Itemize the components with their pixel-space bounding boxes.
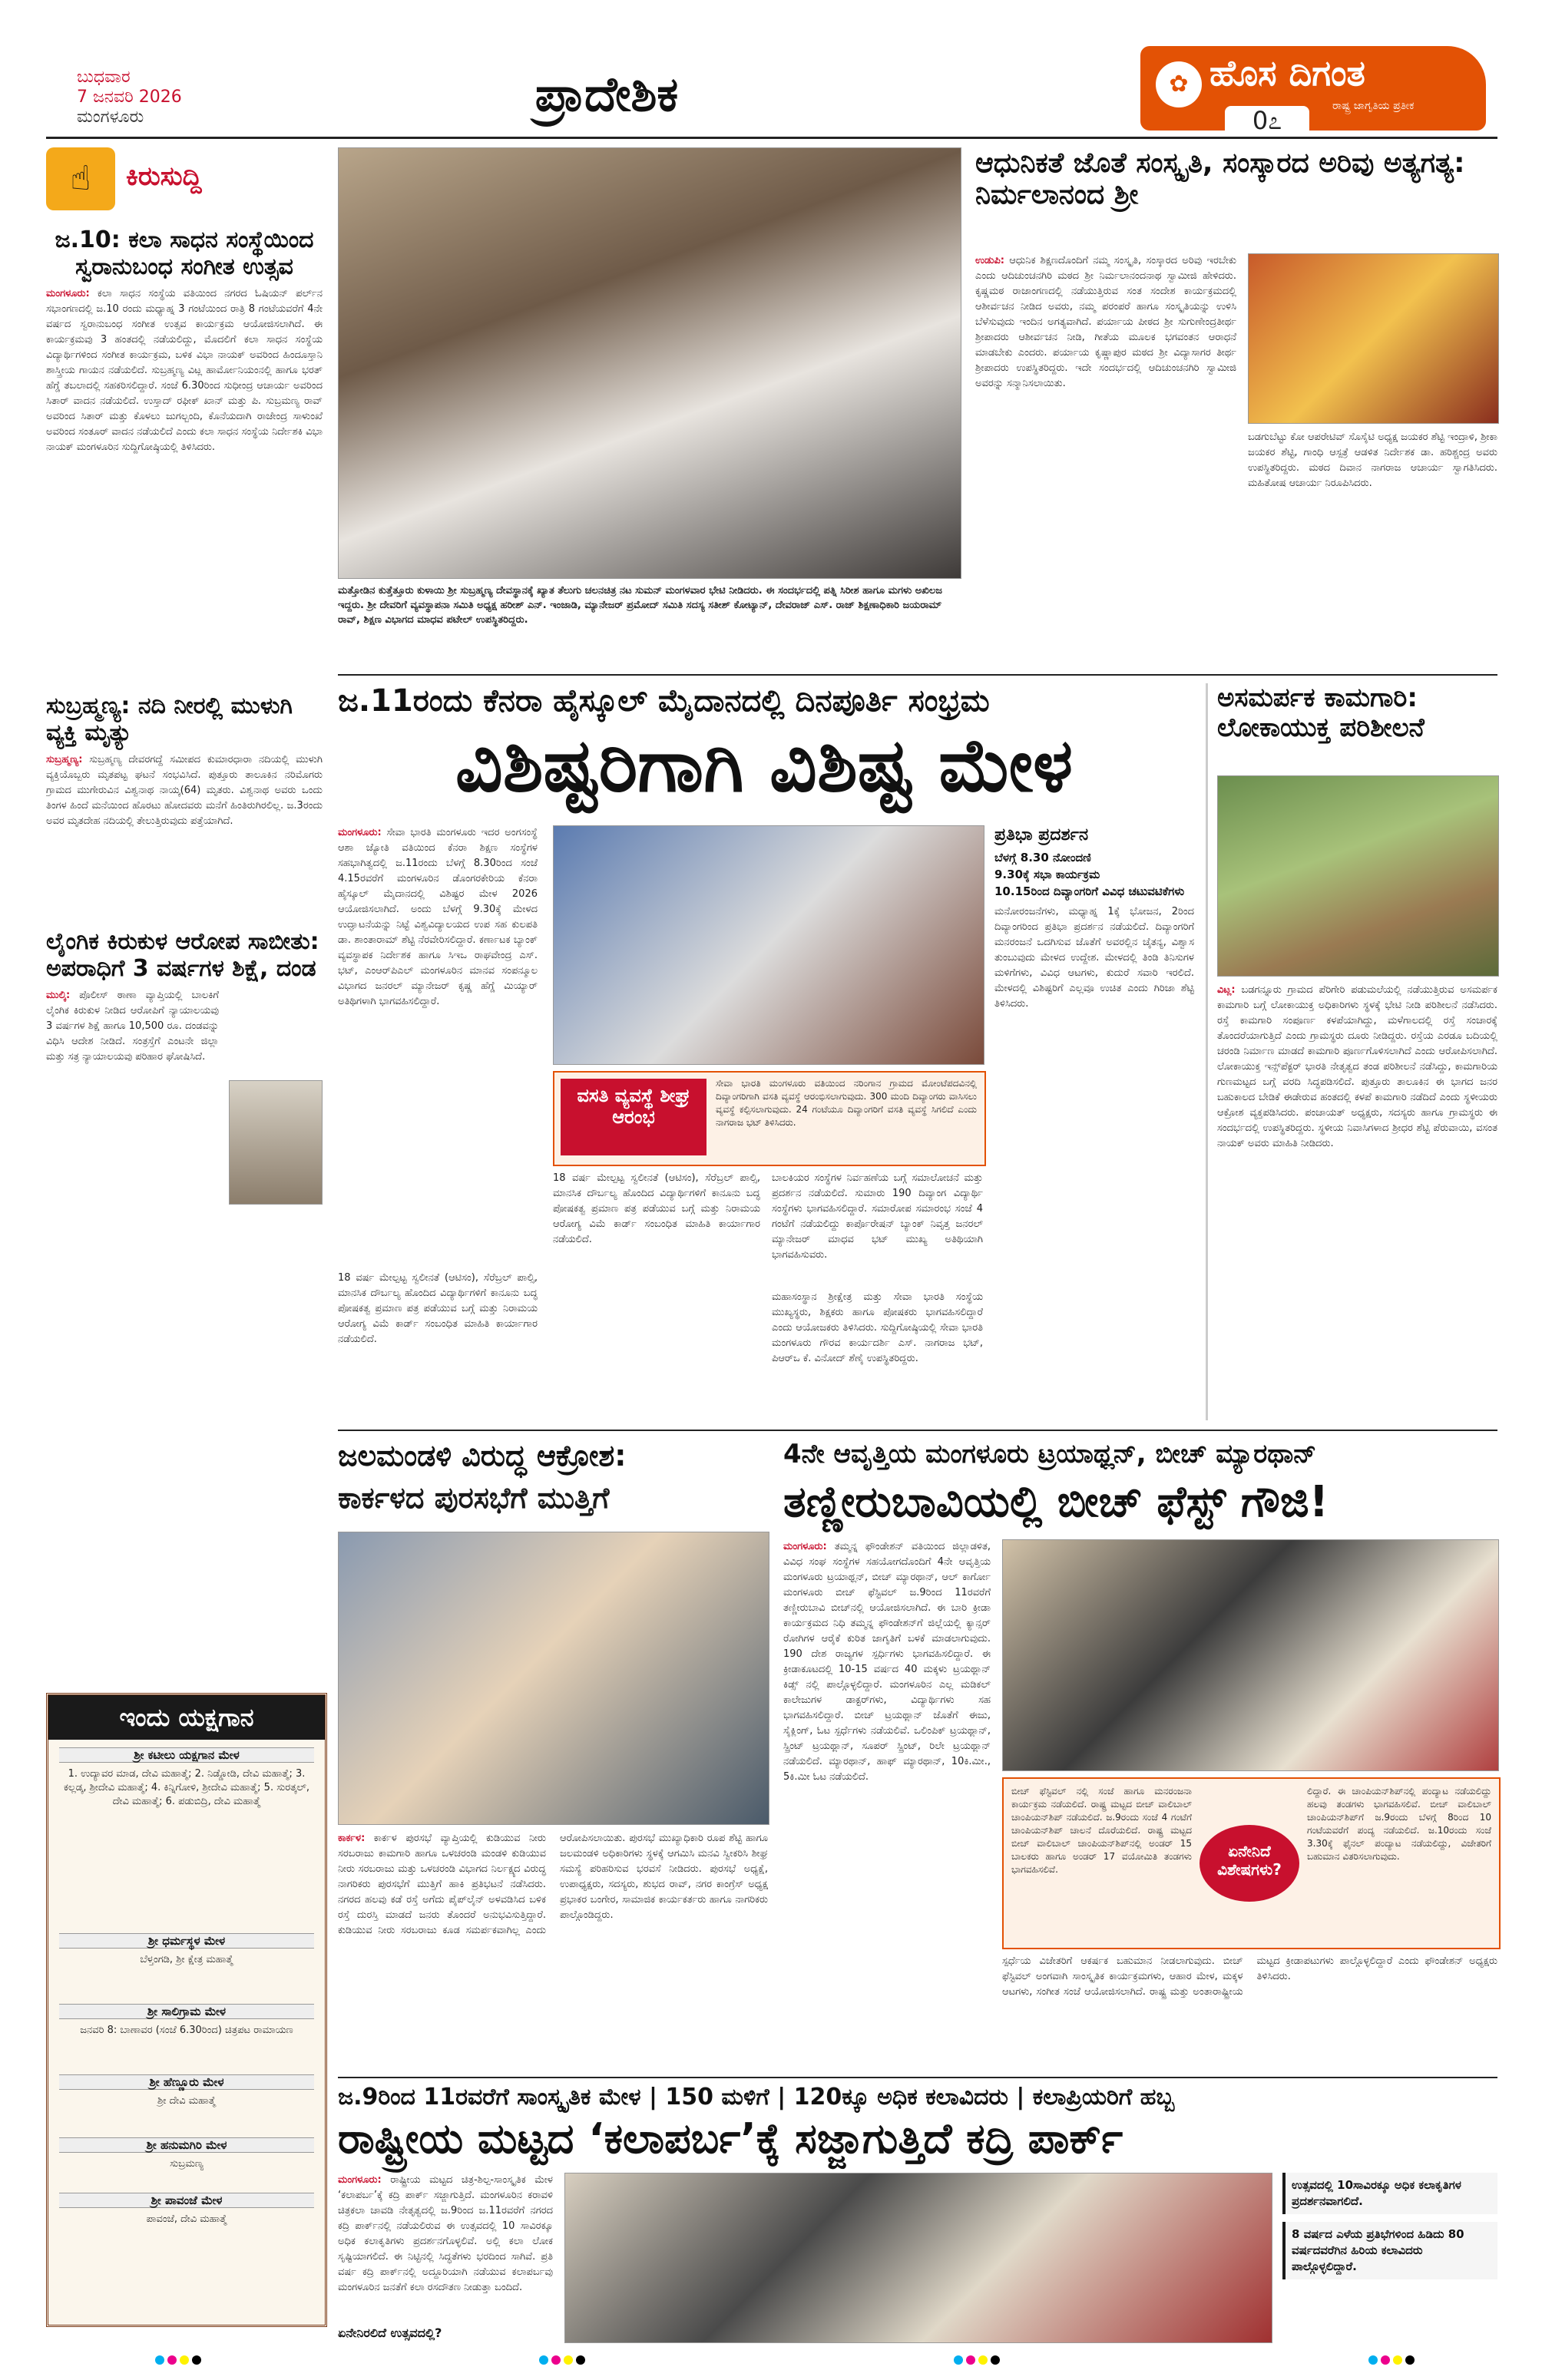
brief-1-body bbox=[46, 286, 323, 686]
nirmalananda-dateline: ಉಡುಪಿ: bbox=[975, 255, 1004, 266]
brief-2-headline: ಸುಬ್ರಹ್ಮಣ್ಯ: ನದಿ ನೀರಲ್ಲಿ ಮುಳುಗಿ ವ್ಯಕ್ತಿ ಮೃತ್ಯು bbox=[46, 693, 293, 746]
lokayukta-dateline: ವಿಟ್ಲ: bbox=[1217, 984, 1236, 996]
brief-1-headline: ಜ.10: ಕಲಾ ಸಾಧನ ಸಂಸ್ಥೆಯಿಂದ ಸ್ವರಾನುಬಂಧ ಸಂಗೀತ ಉತ್ಸವ bbox=[55, 226, 314, 280]
troupe-2-venue: ಬೆಳ್ತಂಗಡಿ, ಶ್ರೀ ಕ್ಷೇತ್ರ ಮಹಾತ್ಮೆ bbox=[140, 1954, 233, 1965]
registration-dots-4 bbox=[1367, 2353, 1416, 2368]
masthead-rule bbox=[46, 137, 1497, 139]
jalamandali-text: ಕಾರ್ಕಳ ಪುರಸಭೆ ವ್ಯಾಪ್ತಿಯಲ್ಲಿ ಕುಡಿಯುವ ನೀರು ಸರಬರಾಜು ಕಾಮಗಾರಿ ಹಾಗೂ ಒಳಚರಂಡಿ ಮಂಡಳಿ ಕುಡಿಯುವ ನೀರು ಸರಬರಾಜು ಮತ್ತು ಒಳಚರಂಡಿ ವಿಭಾಗದ ನಿರ್ಲಕ್ಷ್ಯದ ವಿರುದ್ಧ ನಾಗರಿಕರು ಪುರಸಭೆಗೆ ಮುತ್ತಿಗೆ ಹಾಕಿ ಪ್ರತಿಭಟನೆ ನಡೆಸಿದರು. ನಗರದ ಹಲವು ಕಡೆ ರಸ್ತೆ ಅಗೆದು ಪೈಪ್‌ಲೈನ್ ಅಳವಡಿಸಿದ ಬಳಿಕ ರಸ್ತೆ ದುರಸ್ತಿ ಮಾಡದೆ ಜನರು ತೊಂದರೆ ಅನುಭವಿಸುತ್ತಿದ್ದಾರೆ. ಕುಡಿಯುವ ನೀರು ಸರಬರಾಜು ಕೂಡ ಸಮರ್ಪಕವಾಗಿಲ್ಲ ಎಂದು ಆರೋಪಿಸಲಾಯಿತು. ಪುರಸಭೆ ಮುಖ್ಯಾಧಿಕಾರಿ ರೂಪ ಶೆಟ್ಟಿ ಹಾಗೂ ಜಲಮಂಡಳಿ ಅಧಿಕಾರಿಗಳು ಸ್ಥಳಕ್ಕೆ ಆಗಮಿಸಿ ಮನವಿ ಸ್ವೀಕರಿಸಿ ಶೀಘ್ರ ಸಮಸ್ಯೆ ಪರಿಹರಿಸುವ ಭರವಸೆ ನೀಡಿದರು. ಪುರಸಭೆ ಅಧ್ಯಕ್ಷೆ, ಉಪಾಧ್ಯಕ್ಷರು, ಸದಸ್ಯರು, ಶುಭದ ರಾವ್, ನಗರ ಕಾಂಗ್ರೆಸ್ ಅಧ್ಯಕ್ಷ ಪ್ರಭಾಕರ ಬಂಗೇರ, ಸಾಮಾಜಿಕ ಕಾರ್ಯಕರ್ತರು ಹಾಗೂ ನಾಗರಿಕರು ಪಾಲ್ಗೊಂಡಿದ್ದರು. bbox=[338, 1833, 768, 1936]
nirmalananda-photo bbox=[1248, 253, 1499, 424]
masthead-city: ಮಂಗಳೂರು bbox=[77, 107, 144, 127]
kalaparva-dateline: ಮಂಗಳೂರು: bbox=[338, 2174, 382, 2186]
troupe-1-venue: 1. ಉದ್ಯಾವರ ಮಾಡ, ದೇವಿ ಮಹಾತ್ಮೆ; 2. ನಿಡ್ಡೋಡಿ, ದೇವಿ ಮಹಾತ್ಮೆ; 3. ಕಲ್ಲಡ್ಕ, ಶ್ರೀದೇವಿ ಮಹಾತ್ಮೆ; 4. ಕಿನ್ನಿಗೋಳಿ, ಶ್ರೀದೇವಿ ಮಹಾತ್ಮೆ; 5. ಸುರತ್ಕಲ್, ದೇವಿ ಮಹಾತ್ಮೆ; 6. ಪಡುಬಿದ್ರಿ, ದೇವಿ ಮಹಾತ್ಮೆ bbox=[63, 1768, 310, 1807]
nirmalananda-body bbox=[975, 253, 1236, 668]
suman-visit-caption: ಮತ್ತೋಡಿನ ಕುತ್ತೆತ್ತೂರು ಕುಳಾಯಿ ಶ್ರೀ ಸುಬ್ರಹ್ಮಣ್ಯ ದೇವಸ್ಥಾನಕ್ಕೆ ಖ್ಯಾತ ತೆಲುಗು ಚಲನಚಿತ್ರ ನಟ ಸುಮನ್ ಮಂಗಳವಾರ ಭೇಟಿ ನೀಡಿದರು. ಈ ಸಂದರ್ಭದಲ್ಲಿ ಪತ್ನಿ ಸಿರೀಶ ಹಾಗೂ ಮಗಳು ಅಖಿಲಜ ಇದ್ದರು. ಶ್ರೀ ದೇವರಿಗೆ ವ್ಯವಸ್ಥಾಪನಾ ಸಮಿತಿ ಅಧ್ಯಕ್ಷ ಹರೀಶ್ ಎನ್. ಇಂಜಾಡಿ, ಮ್ಯಾನೇಜರ್ ಪ್ರಮೋದ್ ಸಮಿತಿ ಸದಸ್ಯ ಸತೀಶ್ ಕೋಟ್ಯಾನ್, ದೇವರಾಜ್ ಎಸ್. ರಾಜ್ ಶಿಕ್ಷಣಾಧಿಕಾರಿ ಜಯರಾಮ್ ರಾವ್, ಶಿಕ್ಷಣ ವಿಭಾಗದ ಮಾಧವ ಪಟೇಲ್ ಉಪಸ್ಥಿತರಿದ್ದರು. bbox=[338, 585, 943, 626]
logo-emblem-icon: ✿ bbox=[1156, 61, 1202, 107]
brief-3-wrap bbox=[46, 988, 323, 1418]
kalaparva-highlights bbox=[1282, 2173, 1497, 2342]
brief-1-text: ಕಲಾ ಸಾಧನ ಸಂಸ್ಥೆಯ ವತಿಯಿಂದ ನಗರದ ಓಷಿಯನ್ ಪರ್ಲ್‌ನ ಸಭಾಂಗಣದಲ್ಲಿ ಜ.10 ರಂದು ಮಧ್ಯಾಹ್ನ 3 ಗಂಟೆಯಿಂದ ರಾತ್ರಿ 8 ಗಂಟೆಯವರೆಗೆ 4ನೇ ವರ್ಷದ ಸ್ವರಾನುಬಂಧ ಸಂಗೀತ ಉತ್ಸವ ಕಾರ್ಯಕ್ರಮ ಆಯೋಜಿಸಲಾಗಿದೆ. ಈ ಕಾರ್ಯಕ್ರಮವು 3 ಹಂತದಲ್ಲಿ ನಡೆಯಲಿದ್ದು, ಮೊದಲಿಗೆ ಕಲಾ ಸಾಧನ ಸಂಸ್ಥೆಯ ವಿದ್ಯಾರ್ಥಿಗಳಿಂದ ಸಂಗೀತ ಕಾರ್ಯಕ್ರಮ, ಬಳಿಕ ವಿಭಾ ನಾಯಕ್ ಅವರಿಂದ ಹಿಂದೂಸ್ತಾನಿ ಶಾಸ್ತ್ರೀಯ ಗಾಯನ ನಡೆಯಲಿದೆ. ಸುಬ್ರಹ್ಮಣ್ಯ ವಿಟ್ಲ ಹಾರ್ಮೋನಿಯಂನಲ್ಲಿ ಹಾಗೂ ಭರತ್ ಹೆಗ್ಡೆ ತಬಲಾದಲ್ಲಿ ಸಹಕರಿಸಲಿದ್ದಾರೆ. ಸಂಜೆ 6.30ರಿಂದ ಸುಧೀಂದ್ರ ಆಚಾರ್ಯ ಅವರಿಂದ ಸಿತಾರ್ ವಾದನ ನಡೆಯಲಿದೆ. ಉಸ್ತಾದ್ ರಫೀಕ್ ಖಾನ್ ಮತ್ತು ಪಿ. ಸುಬ್ರಮಣ್ಯ ರಾವ್ ಅವರಿಂದ ಸಿತಾರ್ ಮತ್ತು ಕೊಳಲು ಜುಗಲ್ಬಂದಿ, ಕೊನೆಯದಾಗಿ ರಾಜೇಂದ್ರ ಸಾಳುಂಖೆ ಅವರಿಂದ ಸಂತೂರ್ ವಾದನ ನಡೆಯಲಿದೆ ಎಂದು ಕಲಾ ಸಾಧನ ಸಂಸ್ಥೆಯ ನಿರ್ದೇಶಕಿ ವಿಭಾ ನಾಯಕ್ ಮಂಗಳೂರಿನ ಸುದ್ದಿಗೋಷ್ಠಿಯಲ್ಲಿ ತಿಳಿಸಿದರು. bbox=[46, 288, 323, 453]
kalaparva-sub: ಏನೇನಿರಲಿದೆ ಉತ್ಸವದಲ್ಲಿ? bbox=[338, 2325, 442, 2340]
troupe-4: ಶ್ರೀ ಹೆಣ್ಣೂರು ಮೇಳ bbox=[59, 2074, 314, 2090]
kalaparva-headline: ರಾಷ್ಟ್ರೀಯ ಮಟ್ಟದ ‘ಕಲಾಪರ್ಬ’ಕ್ಕೆ ಸಜ್ಜಾಗುತ್ತಿದೆ ಕದ್ರಿ ಪಾರ್ಕ್ bbox=[338, 2114, 1123, 2163]
brief-3-text: ಪೊಲೀಸ್ ಠಾಣಾ ವ್ಯಾಪ್ತಿಯಲ್ಲಿ ಬಾಲಕಿಗೆ ಲೈಂಗಿಕ ಕಿರುಕುಳ ನೀಡಿದ ಆರೋಪಿಗೆ ನ್ಯಾಯಾಲಯವು 3 ವರ್ಷಗಳ ಶಿಕ್ಷೆ ಹಾಗೂ 10,500 ರೂ. ದಂಡವನ್ನು ವಿಧಿಸಿ ಆದೇಶ ನೀಡಿದೆ. ಸಂತ್ರಸ್ತೆಗೆ ಎಂಟನೇ ಜಿಲ್ಲಾ ಮತ್ತು ಸತ್ರ ನ್ಯಾಯಾಲಯವು ಪರಿಹಾರ ಘೋಷಿಸಿದೆ. bbox=[46, 990, 219, 1063]
jalamandali-subhead: ಕಾರ್ಕಳದ ಪುರಸಭೆಗೆ ಮುತ್ತಿಗೆ bbox=[338, 1481, 610, 1515]
beach-text: ತಮ್ಮನ್ನ ಫೌಂಡೇಶನ್ ವತಿಯಿಂದ ಜಿಲ್ಲಾಡಳಿತ, ವಿವಿಧ ಸಂಘ ಸಂಸ್ಥೆಗಳ ಸಹಯೋಗದೊಂದಿಗೆ 4ನೇ ಆವೃತ್ತಿಯ ಮಂಗಳೂರು ಟ್ರಯಾಥ್ಲನ್, ಬೀಚ್ ಮ್ಯಾರಥಾನ್, ಆಲ್ ಕಾರ್ಗೋ ಮಂಗಳೂರು ಬೀಚ್ ಫೆಸ್ಟಿವಲ್ ಜ.9ರಿಂದ 11ರವರೆಗೆ ತಣ್ಣೀರುಬಾವಿ ಬೀಚ್‌ನಲ್ಲಿ ಆಯೋಜಿಸಲಾಗಿದೆ. ಈ ಬಾರಿ ಕ್ರೀಡಾ ಕಾರ್ಯಕ್ರಮದ ನಿಧಿ ತಮ್ಮನ್ನ ಫೌಂಡೇಶನ್‌ಗೆ ಜಿಲ್ಲೆಯಲ್ಲಿ ಕ್ಯಾನ್ಸರ್ ರೋಗಿಗಳ ಆರೈಕೆ ಕುರಿತ ಜಾಗೃತಿಗೆ ಬಳಕೆ ಮಾಡಲಾಗುವುದು. 190 ದೇಶ ರಾಜ್ಯಗಳ ಸ್ಪರ್ಧಿಗಳು ಭಾಗವಹಿಸಲಿದ್ದಾರೆ. ಈ ಕ್ರೀಡಾಕೂಟದಲ್ಲಿ 10-15 ವರ್ಷದ 40 ಮಕ್ಕಳು ಟ್ರಯಥ್ಲಾನ್ ಕಿಡ್ಸ್ ನಲ್ಲಿ ಪಾಲ್ಗೊಳ್ಳಲಿದ್ದಾರೆ. ಮಂಗಳೂರಿನ ಎಲ್ಲ ಮಡಿಕಲ್ ಕಾಲೇಜುಗಳ ಡಾಕ್ಟರ್‌ಗಳು, ವಿದ್ಯಾರ್ಥಿಗಳು ಸಹ ಭಾಗವಹಿಸಲಿದ್ದಾರೆ. ಬೀಚ್ ಟ್ರಯಥ್ಲಾನ್ ಜೊತೆಗೆ ಈಜು, ಸೈಕ್ಲಿಂಗ್, ಓಟ ಸ್ಪರ್ಧೆಗಳು ನಡೆಯಲಿವೆ. ಒಲಿಂಪಿಕ್ ಟ್ರಯಥ್ಲಾನ್, ಸ್ಪ್ರಿಂಟ್ ಟ್ರಯಥ್ಲಾನ್, ಸೂಪರ್ ಸ್ಪ್ರಿಂಟ್, ರಿಲೇ ಟ್ರಯಥ್ಲಾನ್ ನಡೆಯಲಿದೆ. ಮ್ಯಾರಥಾನ್, ಹಾಫ್ ಮ್ಯಾರಥಾನ್, 10ಕಿ.ಮೀ., 5ಕಿ.ಮೀ ಓಟ ನಡೆಯಲಿದೆ. bbox=[783, 1541, 991, 1783]
registration-dots-2 bbox=[538, 2353, 587, 2368]
kirusuddi-label: ಕಿರುಸುದ್ದಿ bbox=[126, 161, 202, 192]
jalamandali-photo bbox=[338, 1532, 769, 1825]
registration-dots-1 bbox=[154, 2353, 203, 2368]
yakshagana-list bbox=[48, 1740, 325, 2256]
troupe-6-venue: ಪಾವಂಜೆ, ದೇವಿ ಮಹಾತ್ಮೆ bbox=[146, 2213, 227, 2225]
brief-3-body bbox=[46, 988, 219, 1403]
lead-side bbox=[994, 825, 1194, 1424]
side-body: ಮನೋರಂಜನೆಗಳು, ಮಧ್ಯಾಹ್ನ 1ಕ್ಕೆ ಭೋಜನ, 2ರಿಂದ ದಿವ್ಯಾಂಗರಿಂದ ಪ್ರತಿಭಾ ಪ್ರದರ್ಶನ ನಡೆಯಲಿದೆ. ದಿವ್ಯಾಂಗರಿಗೆ ಮನರಂಜನೆ ಒದಗಿಸುವ ಜೊತೆಗೆ ಅವರಲ್ಲಿನ ಚೈತನ್ಯ, ವಿಶ್ವಾಸ ತುಂಬುವುದು ಮೇಳದ ಉದ್ದೇಶ. ಮೇಳದಲ್ಲಿ ತಿಂಡಿ ತಿನಿಸುಗಳ ಮಳಿಗೆಗಳು, ವಿವಿಧ ಆಟಗಳು, ಕುದುರೆ ಸವಾರಿ ಇರಲಿದೆ. ಮೇಳದಲ್ಲಿ ವಿಶಿಷ್ಟರಿಗೆ ಎಲ್ಲವೂ ಉಚಿತ ಎಂದು ಗಿರಿಜಾ ಶೆಟ್ಟಿ ತಿಳಿಸಿದರು. bbox=[994, 906, 1194, 1010]
lead-body-4: ಮಹಾಸಂಸ್ಥಾನ ಶ್ರೀಕ್ಷೇತ್ರ ಮತ್ತು ಸೇವಾ ಭಾರತಿ ಸಂಸ್ಥೆಯ ಮುಖ್ಯಸ್ಥರು, ಶಿಕ್ಷಕರು ಹಾಗೂ ಪೋಷಕರು ಭಾಗವಹಿಸಲಿದ್ದಾರೆ ಎಂದು ಆಯೋಜಕರು ತಿಳಿಸಿದರು. ಸುದ್ದಿಗೋಷ್ಠಿಯಲ್ಲಿ ಸೇವಾ ಭಾರತಿ ಮಂಗಳೂರು ಗೌರವ ಕಾರ್ಯದರ್ಶಿ ಎಸ್. ನಾಗರಾಜ ಭಟ್, ಪಿಆರ್‌ಒ ಕೆ. ವಿನೋದ್ ಶೆಣೈ ಉಪಸ್ಥಿತರಿದ್ದರು. bbox=[772, 1291, 983, 1364]
brief-3-dateline: ಮುಲ್ಕಿ: bbox=[46, 990, 71, 1001]
troupe-1: ಶ್ರೀ ಕಟೀಲು ಯಕ್ಷಗಾನ ಮೇಳ bbox=[59, 1747, 314, 1763]
side-sched-2: 9.30ಕ್ಕೆ ಸಭಾ ಕಾರ್ಯಕ್ರಮ bbox=[994, 868, 1100, 882]
side-sched-3: 10.15ರಿಂದ ದಿವ್ಯಾಂಗರಿಗೆ ವಿವಿಧ ಚಟುವಟಿಕೆಗಳು bbox=[994, 884, 1185, 899]
lead-text-1: ಸೇವಾ ಭಾರತಿ ಮಂಗಳೂರು ಇದರ ಅಂಗಸಂಸ್ಥೆ ಆಶಾ ಜ್ಯೋತಿ ವತಿಯಿಂದ ಕೆನರಾ ಶಿಕ್ಷಣ ಸಂಸ್ಥೆಗಳ ಸಹಭಾಗಿತ್ವದಲ್ಲಿ ಜ.11ರಂದು ಬೆಳಗ್ಗೆ 8.30ರಿಂದ ಸಂಜೆ 4.15ರವರೆಗೆ ಮಂಗಳೂರಿನ ಡೊಂಗರಕೇರಿಯ ಕೆನರಾ ಹೈಸ್ಕೂಲ್ ಮೈದಾನದಲ್ಲಿ ವಿಶಿಷ್ಟರ ಮೇಳ 2026 ಆಯೋಜಿಸಲಾಗಿದೆ. ಅಂದು ಬೆಳಗ್ಗೆ 9.30ಕ್ಕೆ ಮೇಳದ ಉದ್ಘಾಟನೆಯನ್ನು ನಿಟ್ಟೆ ವಿಶ್ವವಿದ್ಯಾಲಯದ ಉಪ ಸಹ ಕುಲಪತಿ ಡಾ. ಶಾಂತಾರಾಮ್ ಶೆಟ್ಟಿ ನೆರವೇರಿಸಲಿದ್ದಾರೆ. ಕರ್ಣಾಟಕ ಬ್ಯಾಂಕ್ ವ್ಯವಸ್ಥಾಪಕ ನಿರ್ದೇಶಕ ಹಾಗೂ ಸಿಇಒ ರಾಘವೇಂದ್ರ ಎಸ್. ಭಟ್, ಎಂಆರ್‌ಪಿಎಲ್ ಮಂಗಳೂರಿನ ಮಾನವ ಸಂಪನ್ಮೂಲ ವಿಭಾಗದ ಜನರಲ್ ಮ್ಯಾನೇಜರ್ ಕೃಷ್ಣ ಹೆಗ್ಡೆ ಮಿಯ್ಯಾರ್ ಅತಿಥಿಗಳಾಗಿ ಭಾಗವಹಿಸಲಿದ್ದಾರೆ. bbox=[338, 827, 538, 1007]
beach-kicker: 4ನೇ ಆವೃತ್ತಿಯ ಮಂಗಳೂರು ಟ್ರಯಾಥ್ಲನ್, ಬೀಚ್ ಮ್ಯಾರಥಾನ್ bbox=[783, 1439, 1317, 1469]
kalaparva-body bbox=[338, 2173, 553, 2326]
suman-visit-photo bbox=[338, 147, 961, 579]
beach-box-right: ಲಿದ್ದಾರೆ. ಈ ಚಾಂಪಿಯನ್‌ಶಿಪ್‌ನಲ್ಲಿ ಪಂದ್ಯಾಟ ನಡೆಯಲಿದ್ದು ಹಲವು ತಂಡಗಳು ಭಾಗವಹಿಸಲಿವೆ. ಬೀಚ್ ವಾಲಿಬಾಲ್ ಚಾಂಪಿಯನ್‌ಶಿಪ್‌ಗೆ ಜ.9ರಂದು ಬೆಳಗ್ಗೆ 8ರಿಂದ 10 ಗಂಟೆಯವರೆಗೆ ಪಂದ್ಯ ನಡೆಯಲಿದೆ. ಜ.10ರಂದು ಸಂಜೆ 3.30ಕ್ಕೆ ಫೈನಲ್ ಪಂದ್ಯಾಟ ನಡೆಯಲಿದ್ದು, ವಿಜೇತರಿಗೆ ಬಹುಮಾನ ವಿತರಿಸಲಾಗುವುದು. bbox=[1307, 1786, 1491, 1862]
section-title: ಪ್ರಾದೇಶಿಕ bbox=[534, 66, 679, 122]
troupe-3: ಶ್ರೀ ಸಾಲಿಗ್ರಾಮ ಮೇಳ bbox=[59, 2004, 314, 2019]
vasati-box bbox=[553, 1071, 986, 1166]
troupe-2: ಶ್ರೀ ಧರ್ಮಸ್ಥಳ ಮೇಳ bbox=[59, 1933, 314, 1949]
troupe-5-venue: ಸುಬ್ರಮಣ್ಯ bbox=[170, 2158, 204, 2170]
lead-press-photo bbox=[553, 825, 984, 1065]
yakshagana-title: ಇಂದು ಯಕ್ಷಗಾನ bbox=[48, 1695, 325, 1740]
troupe-3-venue: ಜನವರಿ 8: ಬಾಣಾವರ (ಸಂಜೆ 6.30ರಿಂದ) ಚಿತ್ರಪಟ ರಾಮಾಯಣ bbox=[80, 2025, 293, 2036]
lokayukta-photo bbox=[1217, 775, 1499, 977]
beach-press-photo bbox=[1002, 1539, 1499, 1771]
section-divider-2 bbox=[338, 1430, 1497, 1431]
paper-name: ಹೊಸ ದಿಗಂತ bbox=[1209, 52, 1365, 94]
kirusuddi-column bbox=[46, 147, 323, 1683]
lead-headline: ವಿಶಿಷ್ಟರಿಗಾಗಿ ವಿಶಿಷ್ಟ ಮೇಳ bbox=[455, 722, 1074, 808]
brief-1-dateline: ಮಂಗಳೂರು: bbox=[46, 288, 90, 299]
jalamandali-body bbox=[338, 1831, 768, 2069]
brief-2-text: ಸುಬ್ರಹ್ಮಣ್ಯ ದೇವರಗದ್ದೆ ಸಮೀಪದ ಕುಮಾರಧಾರಾ ನದಿಯಲ್ಲಿ ಮುಳುಗಿ ವ್ಯಕ್ತಿಯೊಬ್ಬರು ಮೃತಪಟ್ಟ ಘಟನೆ ಸಂಭವಿಸಿದೆ. ಪುತ್ತೂರು ತಾಲೂಕಿನ ನರಿಮೊಗರು ಗ್ರಾಮದ ಮುಗೇರುವಿನ ವಿಶ್ವನಾಥ ನಾಯ್ಕ(64) ಮೃತರು. ವಿಶ್ವನಾಥ ಅವರು ಒಂದು ತಿಂಗಳ ಹಿಂದೆ ಮನೆಯಿಂದ ಹೊರಟು ಹೋದವರು ಮನೆಗೆ ಹಿಂತಿರುಗಿರಲಿಲ್ಲ. ಜ.3ರಂದು ಅವರ ಮೃತದೇಹ ನದಿಯಲ್ಲಿ ತೇಲುತ್ತಿರುವುದು ಪತ್ತೆಯಾಗಿದೆ. bbox=[46, 754, 323, 827]
side-sched-1: ಬೆಳಗ್ಗೆ 8.30 ನೋಂದಣಿ bbox=[994, 851, 1091, 865]
paper-tagline: ರಾಷ್ಟ್ರ ಜಾಗೃತಿಯ ಪ್ರತೀಕ bbox=[1332, 100, 1415, 112]
masthead-date-text: 7 ಜನವರಿ 2026 bbox=[77, 88, 182, 107]
jalamandali-dateline: ಕಾರ್ಕಳ: bbox=[338, 1833, 366, 1844]
beach-box-left: ಬೀಚ್ ಫೆಸ್ಟಿವಲ್ ನಲ್ಲಿ ಸಂಜೆ ಹಾಗೂ ಮನರಂಜನಾ ಕಾರ್ಯಕ್ರಮ ನಡೆಯಲಿದೆ. ರಾಷ್ಟ್ರ ಮಟ್ಟದ ಬೀಚ್ ವಾಲಿಬಾಲ್ ಚಾಂಪಿಯನ್‌ಶಿಪ್ ನಡೆಯಲಿದೆ. ಜ.9ರಂದು ಸಂಜೆ 4 ಗಂಟೆಗೆ ಚಾಂಪಿಯನ್‌ಶಿಪ್ ಚಾಲನೆ ದೊರೆಯಲಿದೆ. ರಾಷ್ಟ್ರ ಮಟ್ಟದ ಬೀಚ್ ವಾಲಿಬಾಲ್ ಚಾಂಪಿಯನ್‌ಶಿಪ್‌ನಲ್ಲಿ ಅಂಡರ್ 15 ಬಾಲಕರು ಹಾಗೂ ಅಂಡರ್ 17 ವಯೋಮಿತಿ ತಂಡಗಳು ಭಾಗವಹಿಸಲಿವೆ. bbox=[1011, 1786, 1192, 1875]
lokayukta-headline: ಅಸಮರ್ಪಕ ಕಾಮಗಾರಿ: ಲೋಕಾಯುಕ್ತ ಪರಿಶೀಲನೆ bbox=[1217, 683, 1425, 744]
column-rule bbox=[1206, 683, 1208, 1420]
hand-point-icon: ☝ bbox=[46, 147, 115, 210]
lead-body-1-cont: 18 ವರ್ಷ ಮೇಲ್ಪಟ್ಟ ಸ್ವಲೀನತೆ (ಆಟಿಸಂ), ಸೆರೆಬ್ರಲ್ ಪಾಲ್ಸಿ, ಮಾನಸಿಕ ದೌರ್ಬಲ್ಯ ಹೊಂದಿದ ವಿದ್ಯಾರ್ಥಿಗಳಿಗೆ ಕಾನೂನು ಬದ್ಧ ಪೋಷಕತ್ವ ಪ್ರಮಾಣ ಪತ್ರ ಪಡೆಯುವ ಬಗ್ಗೆ ಮತ್ತು ನಿರಾಮಯ ಆರೋಗ್ಯ ವಿಮೆ ಕಾರ್ಡ್ ಸಂಬಂಧಿತ ಮಾಹಿತಿ ಕಾರ್ಯಾಗಾರ ನಡೆಯಲಿದೆ. bbox=[338, 1272, 538, 1345]
nirmalananda-headline: ಆಧುನಿಕತೆ ಜೊತೆ ಸಂಸ್ಕೃತಿ, ಸಂಸ್ಕಾರದ ಅರಿವು ಅತ್ಯಗತ್ಯ: ನಿರ್ಮಲಾನಂದ ಶ್ರೀ bbox=[975, 147, 1465, 211]
lokayukta-text: ಬಡಗನ್ನೂರು ಗ್ರಾಮದ ಪೆರಿಗೇರಿ ಪಡುಮಲೆಯಲ್ಲಿ ನಡೆಯುತ್ತಿರುವ ಅಸಮರ್ಪಕ ಕಾಮಗಾರಿ ಬಗ್ಗೆ ಲೋಕಾಯುಕ್ತ ಅಧಿಕಾರಿಗಳು ಸ್ಥಳಕ್ಕೆ ಭೇಟಿ ನೀಡಿ ಪರಿಶೀಲನೆ ನಡೆಸಿದರು. ರಸ್ತೆ ಕಾಮಗಾರಿ ಸಂಪೂರ್ಣ ಕಳಪೆಯಾಗಿದ್ದು, ಮಳೆಗಾಲದಲ್ಲಿ ರಸ್ತೆ ಸಂಚಾರಕ್ಕೆ ತೊಂದರೆಯಾಗುತ್ತಿದೆ ಎಂದು ಗ್ರಾಮಸ್ಥರು ದೂರು ನೀಡಿದ್ದರು. ರಸ್ತೆಯ ಎರಡೂ ಬದಿಯಲ್ಲಿ ಚರಂಡಿ ನಿರ್ಮಾಣ ಮಾಡದೆ ಕಾಮಗಾರಿ ಪೂರ್ಣಗೊಳಿಸಲಾಗಿದೆ ಎಂದು ಆರೋಪಿಸಲಾಗಿದೆ. ಲೋಕಾಯುಕ್ತ ಇನ್ಸ್‌ಪೆಕ್ಟರ್ ಭಾರತಿ ನೇತೃತ್ವದ ತಂಡ ಪರಿಶೀಲನೆ ನಡೆಸಿದ್ದು, ಕಾಮಗಾರಿಯ ಗುಣಮಟ್ಟದ ಬಗ್ಗೆ ವರದಿ ಸಿದ್ಧಪಡಿಸಲಿದೆ. ಪುತ್ತೂರು ತಾಲೂಕಿನ ಈ ಭಾಗದ ಜನರ ಬಹುಕಾಲದ ಬೇಡಿಕೆ ಈಡೇರುವ ಹಂತದಲ್ಲಿ ಕಳಪೆ ಕಾಮಗಾರಿ ನಡೆದಿದೆ ಎಂದು ಸ್ಥಳೀಯರು ಆಕ್ರೋಶ ವ್ಯಕ್ತಪಡಿಸಿದರು. ಪಂಚಾಯತ್ ಅಧ್ಯಕ್ಷರು, ಸದಸ್ಯರು ಹಾಗೂ ಗ್ರಾಮಸ್ಥರು ಈ ಸಂದರ್ಭದಲ್ಲಿ ಉಪಸ್ಥಿತರಿದ್ದರು. ಸ್ಥಳೀಯ ನಿವಾಸಿಗಳಾದ ಶ್ರೀಧರ ಶೆಟ್ಟಿ ಪೆರುವಾಯಿ, ವಸಂತ ನಾಯಕ್ ಅವರು ಮಾಹಿತಿ ನೀಡಿದರು. bbox=[1217, 984, 1497, 1149]
beach-box-title: ಏನೇನಿದೆ ವಿಶೇಷಗಳು? bbox=[1200, 1825, 1299, 1902]
lead-kicker: ಜ.11ರಂದು ಕೆನರಾ ಹೈಸ್ಕೂಲ್ ಮೈದಾನದಲ್ಲಿ ದಿನಪೂರ್ತಿ ಸಂಭ್ರಮ bbox=[338, 683, 990, 719]
brief-2-dateline: ಸುಬ್ರಹ್ಮಣ್ಯ: bbox=[46, 754, 83, 765]
kalaparva-text: ರಾಷ್ಟ್ರೀಯ ಮಟ್ಟದ ಚಿತ್ರ-ಶಿಲ್ಪ-ಸಾಂಸ್ಕೃತಿಕ ಮೇಳ ‘ಕಲಾಪರ್ಬ’ಕ್ಕೆ ಕದ್ರಿ ಪಾರ್ಕ್ ಸಜ್ಜಾಗುತ್ತಿದೆ. ಮಂಗಳೂರಿನ ಕರಾವಳಿ ಚಿತ್ರಕಲಾ ಚಾವಡಿ ನೇತೃತ್ವದಲ್ಲಿ ಜ.9ರಿಂದ ಜ.11ರವರೆಗೆ ನಗರದ ಕದ್ರಿ ಪಾರ್ಕ್‌ನಲ್ಲಿ ನಡೆಯಲಿರುವ ಈ ಉತ್ಸವದಲ್ಲಿ 10 ಸಾವಿರಕ್ಕೂ ಅಧಿಕ ಕಲಾಕೃತಿಗಳು ಪ್ರದರ್ಶನಗೊಳ್ಳಲಿವೆ. ಅಲ್ಲಿ ಕಲಾ ಲೋಕ ಸೃಷ್ಟಿಯಾಗಲಿದೆ. ಈ ನಿಟ್ಟಿನಲ್ಲಿ ಸಿದ್ಧತೆಗಳು ಭರದಿಂದ ಸಾಗಿವೆ. ಪ್ರತಿ ವರ್ಷ ಕದ್ರಿ ಪಾರ್ಕ್‌ನಲ್ಲಿ ಅದ್ದೂರಿಯಾಗಿ ನಡೆಯುವ ಕಲಾಪರ್ಬವು ಮಂಗಳೂರಿನ ಜನತೆಗೆ ಕಲಾ ರಸದೌತಣ ನೀಡುತ್ತಾ ಬಂದಿದೆ. bbox=[338, 2174, 553, 2293]
kalaparva-press-photo bbox=[564, 2173, 1272, 2343]
brief-2-body bbox=[46, 752, 323, 921]
section-divider-3 bbox=[338, 2077, 1497, 2078]
lead-body-3: ಬಾಲಕಿಯರ ಸಂಸ್ಥೆಗಳ ನಿರ್ವಹಣೆಯ ಬಗ್ಗೆ ಸಮಾಲೋಚನೆ ಮತ್ತು ಪ್ರದರ್ಶನ ನಡೆಯಲಿದೆ. ಸುಮಾರು 190 ದಿವ್ಯಾಂಗ ವಿದ್ಯಾರ್ಥಿ ಸಂಸ್ಥೆಗಳು ಭಾಗವಹಿಸಲಿದ್ದಾರೆ. ಸಮಾರೋಪ ಸಮಾರಂಭ ಸಂಜೆ 4 ಗಂಟೆಗೆ ನಡೆಯಲಿದ್ದು ಕಾರ್ಪೊರೇಷನ್ ಬ್ಯಾಂಕ್ ನಿವೃತ್ತ ಜನರಲ್ ಮ್ಯಾನೇಜರ್ ಮಾಧವ ಭಟ್ ಮುಖ್ಯ ಅತಿಥಿಯಾಗಿ ಭಾಗವಹಿಸುವರು. bbox=[772, 1172, 983, 1261]
section-divider-1 bbox=[338, 674, 1497, 676]
convict-photo bbox=[229, 1080, 323, 1205]
side-schedule bbox=[994, 849, 1194, 900]
vasati-badge: ವಸತಿ ವ್ಯವಸ್ಥೆ ಶೀಘ್ರ ಆರಂಭ bbox=[561, 1079, 706, 1155]
kirusuddi-header bbox=[46, 147, 323, 217]
troupe-5: ಶ್ರೀ ಹನುಮಗಿರಿ ಮೇಳ bbox=[59, 2137, 314, 2153]
lead-dateline: ಮಂಗಳೂರು: bbox=[338, 827, 382, 838]
kalaparva-highlight-2: 8 ವರ್ಷದ ಎಳೆಯ ಪ್ರತಿಭೆಗಳಿಂದ ಹಿಡಿದು 80 ವರ್ಷದವರೆಗಿನ ಹಿರಿಯ ಕಲಾವಿದರು ಪಾಲ್ಗೊಳ್ಳಲಿದ್ದಾರೆ. bbox=[1282, 2222, 1497, 2279]
paper-logo bbox=[1140, 46, 1486, 135]
kalaparva-kicker: ಜ.9ರಿಂದ 11ರವರೆಗೆ ಸಾಂಸ್ಕೃತಿಕ ಮೇಳ | 150 ಮಳಿಗೆ | 120ಕ್ಕೂ ಅಧಿಕ ಕಲಾವಿದರು | ಕಲಾಪ್ರಿಯರಿಗೆ ಹಬ್ಬ bbox=[338, 2084, 1175, 2111]
troupe-6: ಶ್ರೀ ಪಾವಂಜೆ ಮೇಳ bbox=[59, 2193, 314, 2208]
brief-3-headline: ಲೈಂಗಿಕ ಕಿರುಕುಳ ಆರೋಪ ಸಾಬೀತು: ಅಪರಾಧಿಗೆ 3 ವರ್ಷಗಳ ಶಿಕ್ಷೆ, ದಂಡ bbox=[46, 928, 319, 982]
registration-dots-3 bbox=[952, 2353, 1001, 2368]
vasati-text: ಸೇವಾ ಭಾರತಿ ಮಂಗಳೂರು ವತಿಯಿಂದ ನರಿಂಗಾನ ಗ್ರಾಮದ ಮೋಂಟೆಪದವಿನಲ್ಲಿ ದಿವ್ಯಾಂಗರಿಗಾಗಿ ವಸತಿ ವ್ಯವಸ್ಥೆ ಆರಂಭಿಸಲಾಗುವುದು. 300 ಮಂದಿ ದಿವ್ಯಾಂಗರು ವಾಸಿಸಲು ವ್ಯವಸ್ಥೆ ಕಲ್ಪಿಸಲಾಗುವುದು. 24 ಗಂಟೆಯೂ ದಿವ್ಯಾಂಗರಿಗೆ ವಸತಿ ವ್ಯವಸ್ಥೆ ಸಿಗಲಿದೆ ಎಂದು ನಾಗರಾಜ ಭಟ್ ತಿಳಿಸಿದರು. bbox=[716, 1078, 977, 1128]
masthead-date bbox=[77, 68, 182, 127]
masthead-day: ಬುಧವಾರ bbox=[77, 68, 131, 87]
nirmalananda-body-2: ಬಡಗುಬೆಟ್ಟು ಕೋ ಆಪರೇಟಿವ್ ಸೊಸೈಟಿ ಅಧ್ಯಕ್ಷ ಜಯಕರ ಶೆಟ್ಟಿ ಇಂದ್ರಾಳಿ, ಶ್ರೀಕಾ ಜಯಕರ ಶೆಟ್ಟಿ, ಗಾಂಧಿ ಆಸ್ಪತ್ರೆ ಆಡಳಿತ ನಿರ್ದೇಶಕ ಡಾ. ಹರಿಶ್ಚಂದ್ರ ಅವರು ಉಪಸ್ಥಿತರಿದ್ದರು. ಮಠದ ದಿವಾನ ನಾಗರಾಜ ಆಚಾರ್ಯ ಸ್ವಾಗತಿಸಿದರು. ಮಹಿತೋಷ ಆಚಾರ್ಯ ನಿರೂಪಿಸಿದರು. bbox=[1248, 431, 1497, 489]
nirmalananda-text: ಆಧುನಿಕ ಶಿಕ್ಷಣದೊಂದಿಗೆ ನಮ್ಮ ಸಂಸ್ಕೃತಿ, ಸಂಸ್ಕಾರದ ಅರಿವು ಇರಬೇಕು ಎಂದು ಆದಿಚುಂಚನಗಿರಿ ಮಠದ ಶ್ರೀ ನಿರ್ಮಲಾನಂದನಾಥ ಸ್ವಾಮೀಜಿ ಹೇಳಿದರು. ಕೃಷ್ಣಮಠ ರಾಜಾಂಗಣದಲ್ಲಿ ನಡೆಯುತ್ತಿರುವ ಸಂತ ಸಂದೇಶ ಕಾರ್ಯಕ್ರಮದಲ್ಲಿ ಆಶೀರ್ವಚನ ನೀಡಿದ ಅವರು, ನಮ್ಮ ಪರಂಪರೆ ಹಾಗೂ ಸಂಸ್ಕೃತಿಯನ್ನು ಉಳಿಸಿ ಬೆಳೆಸುವುದು ಇಂದಿನ ಅಗತ್ಯವಾಗಿದೆ. ಪರ್ಯಾಯ ಪೀಠದ ಶ್ರೀ ಸುಗುಣೇಂದ್ರತೀರ್ಥ ಶ್ರೀಪಾದರು ಆಶೀರ್ವಚನ ನೀಡಿ, ಗೀತೆಯ ಮೂಲಕ ಭಗವಂತನ ಆರಾಧನೆ ಮಾಡಬೇಕು ಎಂದರು. ಪರ್ಯಾಯ ಕೃಷ್ಣಾಪುರ ಮಠದ ಶ್ರೀ ವಿದ್ಯಾಸಾಗರ ತೀರ್ಥ ಶ್ರೀಪಾದರು ಉಪಸ್ಥಿತರಿದ್ದರು. ಇದೇ ಸಂದರ್ಭದಲ್ಲಿ ಆದಿಚುಂಚನಗಿರಿ ಸ್ವಾಮೀಜಿ ಅವರನ್ನು ಸನ್ಮಾನಿಸಲಾಯಿತು. bbox=[975, 255, 1236, 389]
page-number: 0೭ bbox=[1225, 106, 1309, 136]
lead-body-1 bbox=[338, 825, 538, 1263]
side-heading: ಪ್ರತಿಭಾ ಪ್ರದರ್ಶನ bbox=[994, 825, 1089, 845]
beach-headline: ತಣ್ಣೀರುಬಾವಿಯಲ್ಲಿ ಬೀಚ್ ಫೆಸ್ಟ್ ಗೌಜಿ! bbox=[783, 1477, 1329, 1527]
beach-body-2: ಸ್ಪರ್ಧೆಯ ವಿಜೇತರಿಗೆ ಆಕರ್ಷಕ ಬಹುಮಾನ ನೀಡಲಾಗುವುದು. ಬೀಚ್ ಫೆಸ್ಟಿವಲ್ ಅಂಗವಾಗಿ ಸಾಂಸ್ಕೃತಿಕ ಕಾರ್ಯಕ್ರಮಗಳು, ಆಹಾರ ಮೇಳ, ಮಕ್ಕಳ ಆಟಗಳು, ಸಂಗೀತ ಸಂಜೆ ಆಯೋಜಿಸಲಾಗಿದೆ. ರಾಷ್ಟ್ರ ಮತ್ತು ಅಂತಾರಾಷ್ಟ್ರೀಯ ಮಟ್ಟದ ಕ್ರೀಡಾಪಟುಗಳು ಪಾಲ್ಗೊಳ್ಳಲಿದ್ದಾರೆ ಎಂದು ಫೌಂಡೇಶನ್ ಅಧ್ಯಕ್ಷರು ತಿಳಿಸಿದರು. bbox=[1002, 1955, 1497, 1998]
lokayukta-body bbox=[1217, 983, 1497, 1420]
yakshagana-box bbox=[46, 1693, 327, 2327]
beach-body bbox=[783, 1539, 991, 2069]
beach-highlights-box bbox=[1002, 1777, 1501, 1949]
jalamandali-headline: ಜಲಮಂಡಳಿ ವಿರುದ್ಧ ಆಕ್ರೋಶ: bbox=[338, 1439, 627, 1473]
beach-dateline: ಮಂಗಳೂರು: bbox=[783, 1541, 827, 1552]
lead-body-2: 18 ವರ್ಷ ಮೇಲ್ಪಟ್ಟ ಸ್ವಲೀನತೆ (ಆಟಿಸಂ), ಸೆರೆಬ್ರಲ್ ಪಾಲ್ಸಿ, ಮಾನಸಿಕ ದೌರ್ಬಲ್ಯ ಹೊಂದಿದ ವಿದ್ಯಾರ್ಥಿಗಳಿಗೆ ಕಾನೂನು ಬದ್ಧ ಪೋಷಕತ್ವ ಪ್ರಮಾಣ ಪತ್ರ ಪಡೆಯುವ ಬಗ್ಗೆ ಮತ್ತು ನಿರಾಮಯ ಆರೋಗ್ಯ ವಿಮೆ ಕಾರ್ಡ್ ಸಂಬಂಧಿತ ಮಾಹಿತಿ ಕಾರ್ಯಾಗಾರ ನಡೆಯಲಿದೆ. bbox=[553, 1172, 760, 1245]
troupe-4-venue: ಶ್ರೀ ದೇವಿ ಮಹಾತ್ಮೆ bbox=[157, 2095, 216, 2107]
kalaparva-highlight-1: ಉತ್ಸವದಲ್ಲಿ 10ಸಾವಿರಕ್ಕೂ ಅಧಿಕ ಕಲಾಕೃತಿಗಳ ಪ್ರದರ್ಶನವಾಗಲಿದೆ. bbox=[1282, 2173, 1497, 2214]
